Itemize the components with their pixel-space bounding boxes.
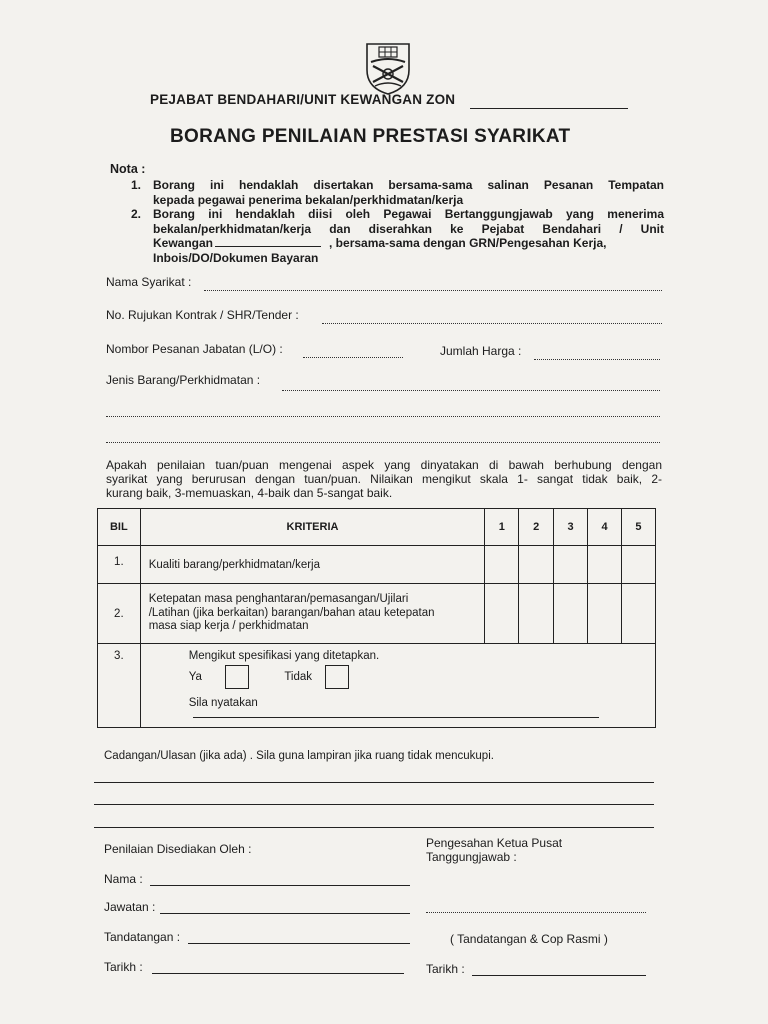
rating-instructions: Apakah penilaian tuan/puan mengenai aspek yang dinyatakan di bawah berhubung dengan syarikat yang berurusan dengan tuan/puan. Nilaikan mengikut skala 1- sangat tidak baik, 2- kurang baik, 3-memuaskan, 4-baik dan 5-sangat baik. [106, 458, 662, 500]
header-score-1: 1 [485, 509, 519, 546]
header-score-5: 5 [621, 509, 655, 546]
contract-ref-label: No. Rujukan Kontrak / SHR/Tender : [106, 308, 299, 322]
item-type-field[interactable] [282, 390, 660, 391]
ya-label: Ya [188, 671, 202, 684]
criterion-text: Kualiti barang/perkhidmatan/kerja [140, 546, 485, 584]
endorsement-label: Pengesahan Ketua Pusat Tanggungjawab : [426, 836, 563, 864]
comments-label: Cadangan/Ulasan (jika ada) . Sila guna lampiran jika ruang tidak mencukupi. [104, 750, 494, 762]
form-title: BORANG PENILAIAN PRESTASI SYARIKAT [170, 126, 571, 147]
sila-label: Sila nyatakan [188, 697, 258, 709]
tandatangan-field[interactable] [188, 943, 410, 944]
score-cell-4[interactable] [588, 584, 622, 644]
header-score-3: 3 [554, 509, 588, 546]
item-type-field-line-3[interactable] [106, 442, 660, 443]
table-row [98, 546, 656, 584]
sila-nyatakan-field[interactable] [193, 717, 599, 718]
score-cell-3[interactable] [554, 584, 588, 644]
item-type-field-line-2[interactable] [106, 416, 660, 417]
comments-line-1[interactable] [94, 782, 654, 783]
comments-line-3[interactable] [94, 827, 654, 828]
jawatan-label: Jawatan : [104, 900, 156, 914]
company-name-label: Nama Syarikat : [106, 275, 192, 289]
note-number: 2. [131, 207, 142, 221]
kewangan-blank-line[interactable] [215, 246, 321, 247]
total-price-label: Jumlah Harga : [440, 344, 522, 358]
row-number: 2. [98, 584, 141, 644]
tarikh-right-label: Tarikh : [426, 962, 465, 976]
nota-label: Nota : [110, 162, 146, 176]
spec-compliance-cell [140, 644, 655, 728]
score-cell-2[interactable] [519, 584, 554, 644]
criterion-text: Mengikut spesifikasi yang ditetapkan. [188, 650, 380, 662]
stamp-label: ( Tandatangan & Cop Rasmi ) [450, 932, 608, 946]
total-price-field[interactable] [534, 359, 660, 360]
jawatan-field[interactable] [160, 913, 410, 914]
score-cell-3[interactable] [554, 546, 588, 584]
row-number: 1. [98, 546, 141, 584]
order-number-label: Nombor Pesanan Jabatan (L/O) : [106, 342, 283, 356]
score-cell-4[interactable] [588, 546, 622, 584]
score-cell-1[interactable] [485, 546, 519, 584]
nama-label: Nama : [104, 872, 143, 886]
note-1: 1. Borang ini hendaklah disertakan bersama-sama salinan Pesanan Tempatan kepada pegawai penerima bekalan/perkhidmatan/kerja [131, 178, 664, 207]
criterion-text: Ketepatan masa penghantaran/pemasangan/Ujilari /Latihan (jika berkaitan) barangan/bahan atau ketepatan masa siap kerja / perkhidmatan [140, 584, 485, 644]
endorsement-signature-field[interactable] [426, 912, 646, 913]
note-2: 2. Borang ini hendaklah diisi oleh Pegawai Bertanggungjawab yang menerima bekalan/perkhidmatan/kerja dan diserahkan ke Pejabat Bendahari / Unit Kewangan , bersama-sama dengan GRN/Pengesahan Kerja, Inbois/DO/Dokumen Bayaran [131, 207, 664, 265]
score-cell-1[interactable] [485, 584, 519, 644]
row-number: 3. [98, 644, 141, 728]
company-name-field[interactable] [204, 290, 662, 291]
table-header-row [98, 509, 656, 546]
header-score-2: 2 [519, 509, 554, 546]
office-header: PEJABAT BENDAHARI/UNIT KEWANGAN ZON [150, 92, 456, 107]
note-number: 1. [131, 178, 142, 192]
contract-ref-field[interactable] [322, 323, 662, 324]
university-crest-logo [363, 40, 413, 96]
nama-field[interactable] [150, 885, 410, 886]
prepared-by-label: Penilaian Disediakan Oleh : [104, 842, 252, 856]
header-score-4: 4 [588, 509, 622, 546]
header-kriteria: KRITERIA [140, 509, 485, 546]
item-type-label: Jenis Barang/Perkhidmatan : [106, 373, 261, 387]
comments-line-2[interactable] [94, 804, 654, 805]
zone-blank-line[interactable] [470, 108, 628, 109]
score-cell-5[interactable] [621, 546, 655, 584]
ya-checkbox[interactable] [225, 665, 249, 689]
header-bil: BIL [98, 509, 141, 546]
criteria-table [97, 508, 656, 728]
tandatangan-label: Tandatangan : [104, 930, 181, 944]
table-row [98, 644, 656, 728]
tarikh-left-field[interactable] [152, 973, 404, 974]
tidak-checkbox[interactable] [325, 665, 349, 689]
score-cell-2[interactable] [519, 546, 554, 584]
tarikh-left-label: Tarikh : [104, 960, 143, 974]
table-row [98, 584, 656, 644]
order-number-field[interactable] [303, 357, 403, 358]
score-cell-5[interactable] [621, 584, 655, 644]
tidak-label: Tidak [284, 671, 313, 684]
tarikh-right-field[interactable] [472, 975, 646, 976]
